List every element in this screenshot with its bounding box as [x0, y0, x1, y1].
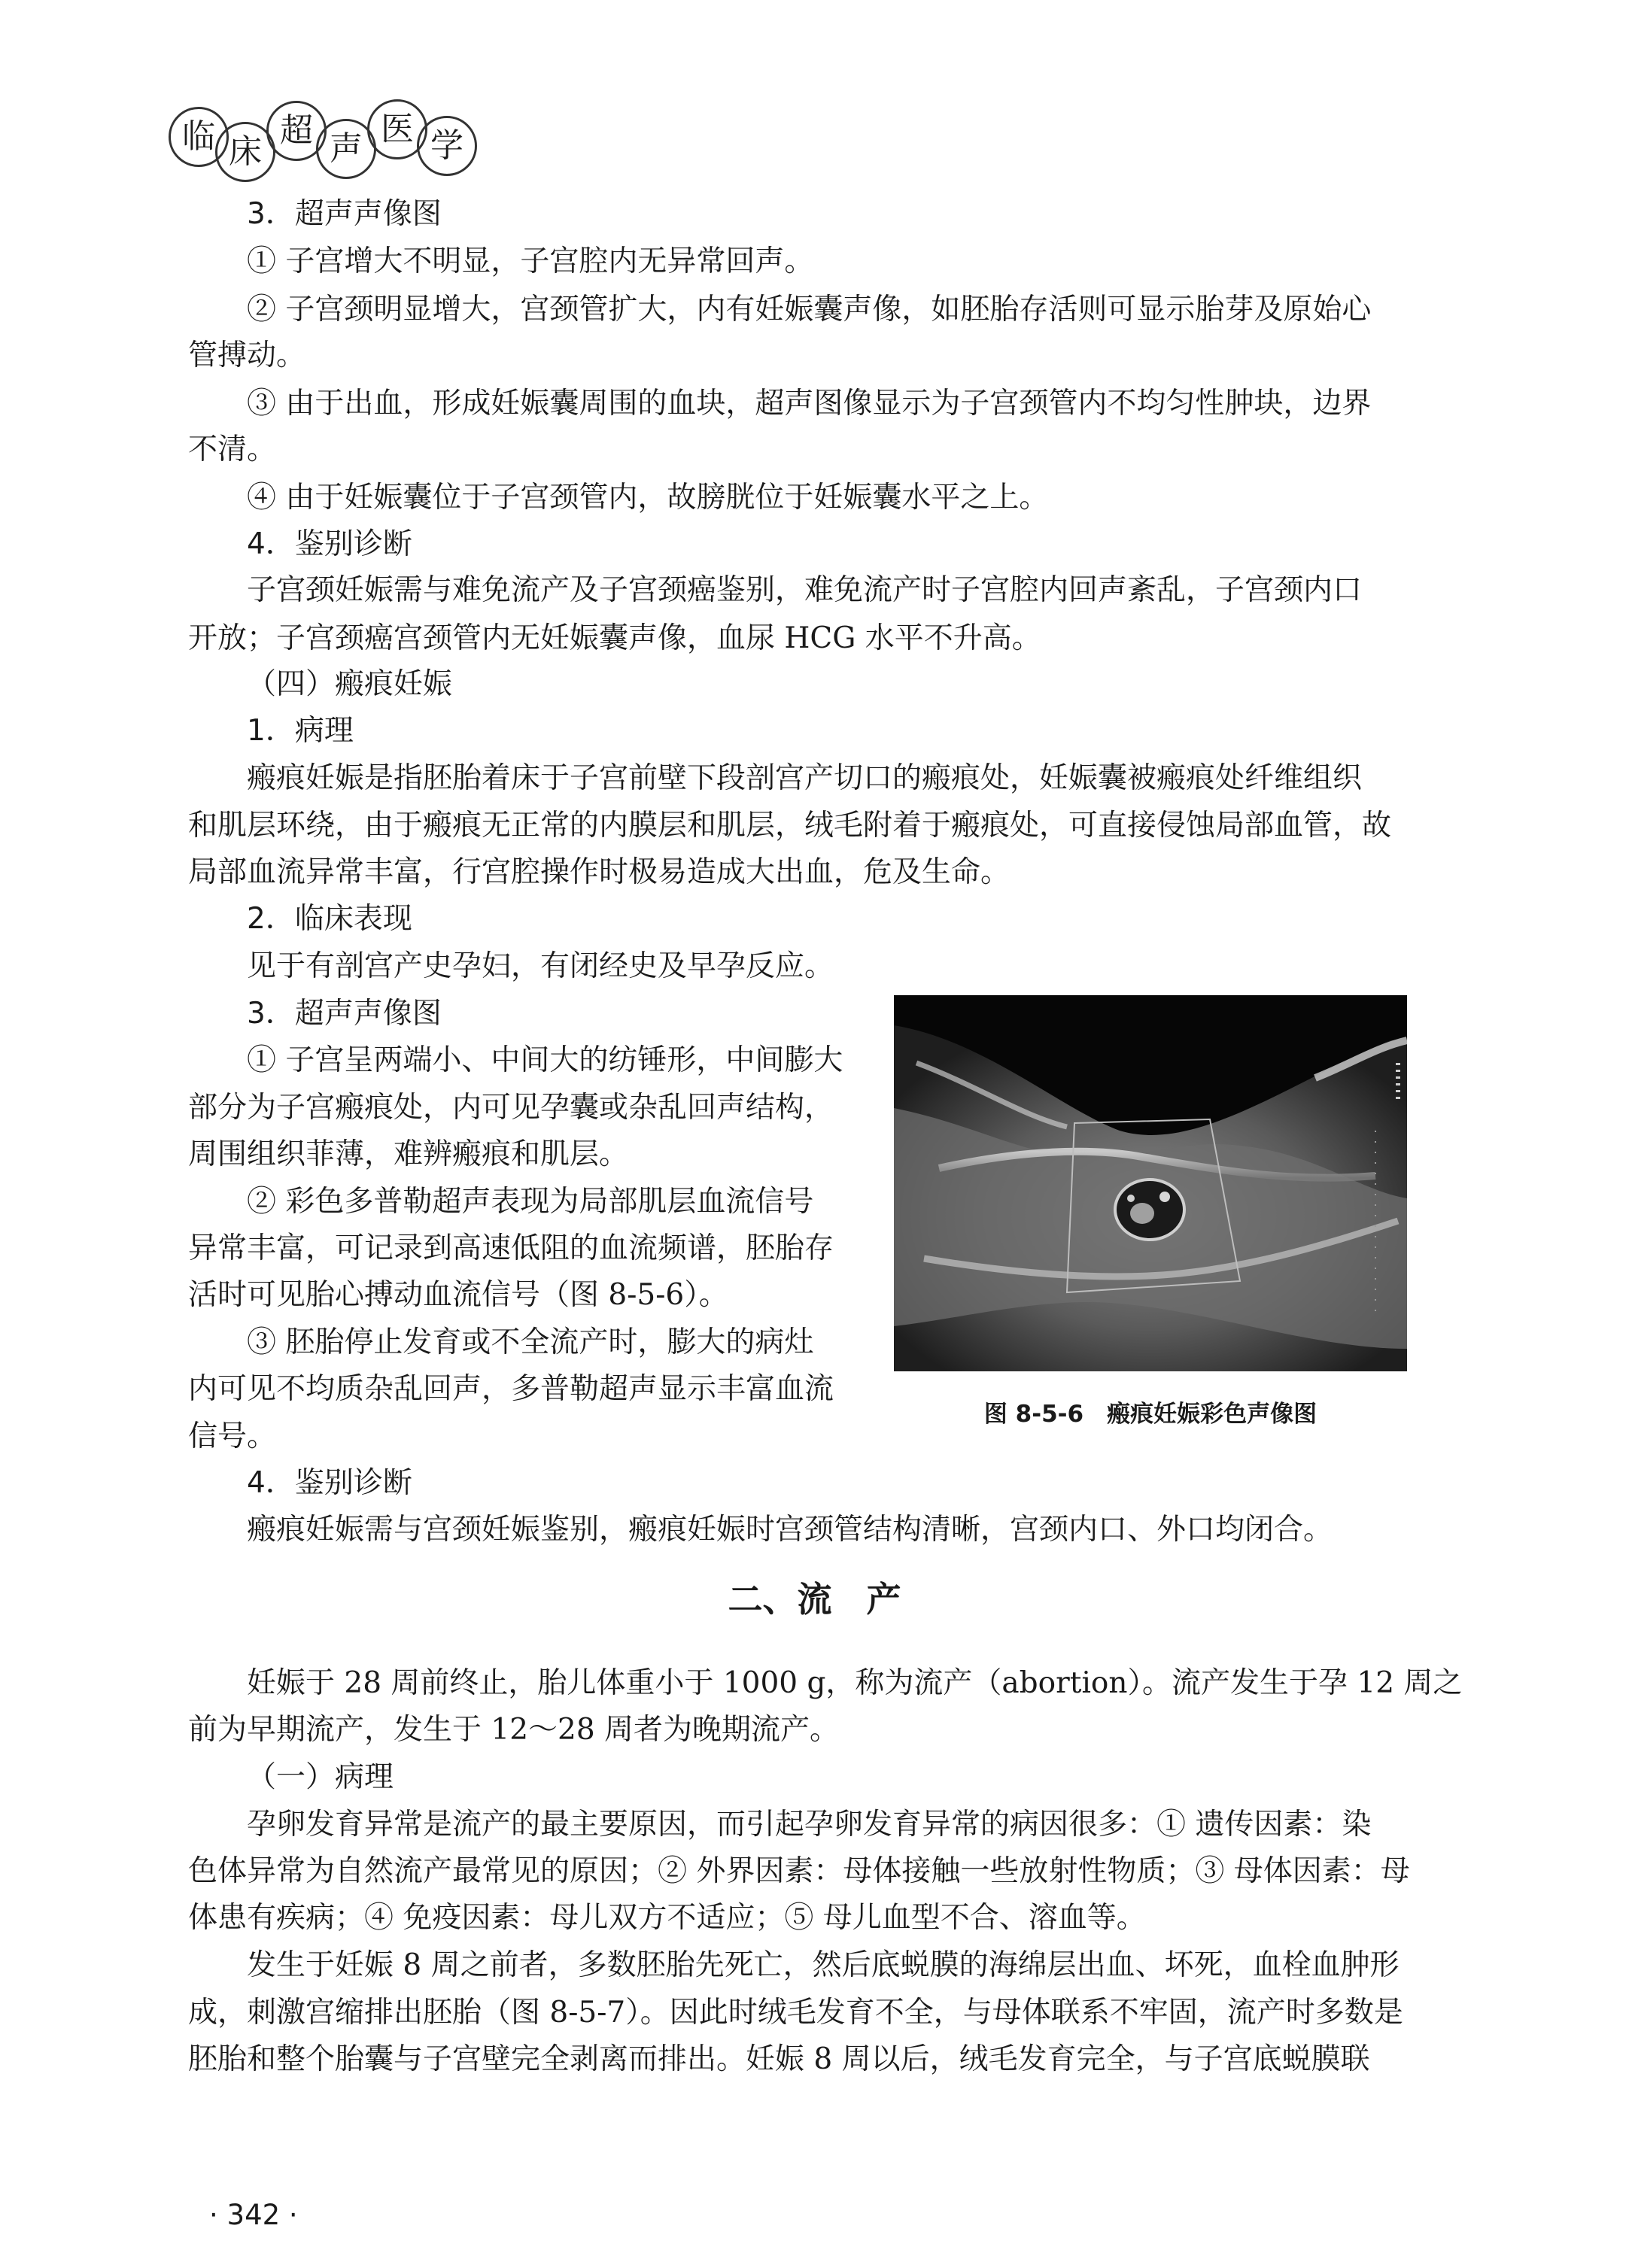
- text-line: 局部血流异常丰富，行宫腔操作时极易造成大出血，危及生命。: [188, 855, 1011, 889]
- ultrasound-image: [894, 995, 1407, 1371]
- text-line: 胚胎和整个胎囊与子宫壁完全剥离而排出。妊娠 8 周以后，绒毛发育完全，与子宫底蜕膜联: [188, 2042, 1370, 2076]
- section-heading: （一）病理: [247, 1760, 394, 1794]
- header-char: 床: [215, 122, 275, 182]
- figure-caption: 图 8-5-6 瘢痕妊娠彩色声像图: [983, 1401, 1317, 1428]
- text-line: 开放；子宫颈癌宫颈管内无妊娠囊声像，血尿 HCG 水平不升高。: [188, 621, 1041, 655]
- text-line: 瘢痕妊娠是指胚胎着床于子宫前壁下段剖宫产切口的瘢痕处，妊娠囊被瘢痕处纤维组织: [247, 761, 1363, 795]
- subheading: 2．临床表现: [247, 902, 412, 936]
- text-line: ③ 胚胎停止发育或不全流产时，膨大的病灶: [247, 1325, 814, 1359]
- header-char: 学: [417, 116, 477, 176]
- text-line: 信号。: [188, 1419, 277, 1453]
- header-char: 医: [367, 99, 427, 159]
- subheading: 3．超声声像图: [247, 197, 442, 231]
- text-line: 发生于妊娠 8 周之前者，多数胚胎先死亡，然后底蜕膜的海绵层出血、坏死，血栓血肿形: [247, 1948, 1400, 1982]
- text-line: 见于有剖宫产史孕妇，有闭经史及早孕反应。: [247, 949, 834, 983]
- text-line: 异常丰富，可记录到高速低阻的血流频谱，胚胎存: [188, 1231, 834, 1265]
- text-line: 子宫颈妊娠需与难免流产及子宫颈癌鉴别，难免流产时子宫腔内回声紊乱，子宫颈内口: [247, 573, 1363, 607]
- text-line: 体患有疾病；④ 免疫因素：母儿双方不适应；⑤ 母儿血型不合、溶血等。: [188, 1901, 1146, 1935]
- text-line: 周围组织菲薄，难辨瘢痕和肌层。: [188, 1137, 629, 1171]
- text-line: ④ 由于妊娠囊位于子宫颈管内，故膀胱位于妊娠囊水平之上。: [247, 481, 1049, 515]
- header-char: 临: [169, 107, 229, 167]
- subheading: 4．鉴别诊断: [247, 527, 412, 561]
- running-header: [169, 96, 485, 172]
- text-line: 部分为子宫瘢痕处，内可见孕囊或杂乱回声结构，: [188, 1091, 834, 1125]
- text-line: 成，刺激宫缩排出胚胎（图 8-5-7）。因此时绒毛发育不全，与母体联系不牢固，流产时多数是: [188, 1996, 1403, 2030]
- text-line: 内可见不均质杂乱回声，多普勒超声显示丰富血流: [188, 1372, 834, 1406]
- text-line: ② 子宫颈明显增大，宫颈管扩大，内有妊娠囊声像，如胚胎存活则可显示胎芽及原始心: [247, 293, 1372, 326]
- subheading: 4．鉴别诊断: [247, 1466, 412, 1500]
- text-line: ① 子宫增大不明显，子宫腔内无异常回声。: [247, 244, 814, 278]
- section-title: 二、流 产: [728, 1579, 901, 1620]
- text-line: 和肌层环绕，由于瘢痕无正常的内膜层和肌层，绒毛附着于瘢痕处，可直接侵蚀局部血管，故: [188, 809, 1392, 843]
- header-char: 声: [316, 119, 376, 179]
- subheading: 1．病理: [247, 714, 354, 748]
- text-line: 孕卵发育异常是流产的最主要原因，而引起孕卵发育异常的病因很多：① 遗传因素：染: [247, 1808, 1372, 1841]
- page-number: · 342 ·: [209, 2199, 298, 2231]
- text-line: 活时可见胎心搏动血流信号（图 8-5-6）。: [188, 1278, 728, 1312]
- text-line: 瘢痕妊娠需与宫颈妊娠鉴别，瘢痕妊娠时宫颈管结构清晰，宫颈内口、外口均闭合。: [247, 1513, 1333, 1547]
- text-line: ① 子宫呈两端小、中间大的纺锤形，中间膨大: [247, 1043, 843, 1077]
- text-line: 色体异常为自然流产最常见的原因；② 外界因素：母体接触一些放射性物质；③ 母体因素：母: [188, 1854, 1410, 1888]
- text-line: ② 彩色多普勒超声表现为局部肌层血流信号: [247, 1185, 814, 1219]
- header-char: 超: [266, 101, 327, 161]
- section-heading: （四）瘢痕妊娠: [247, 667, 453, 701]
- text-line: ③ 由于出血，形成妊娠囊周围的血块，超声图像显示为子宫颈管内不均匀性肿块，边界: [247, 387, 1372, 421]
- text-line: 不清。: [188, 433, 277, 466]
- ultrasound-scan-graphic: [894, 995, 1407, 1371]
- text-line: 妊娠于 28 周前终止，胎儿体重小于 1000 g，称为流产（abortion）。流产发生于孕 12 周之: [247, 1666, 1463, 1700]
- text-line: 前为早期流产，发生于 12～28 周者为晚期流产。: [188, 1713, 840, 1747]
- subheading: 3．超声声像图: [247, 997, 442, 1031]
- text-line: 管搏动。: [188, 339, 306, 372]
